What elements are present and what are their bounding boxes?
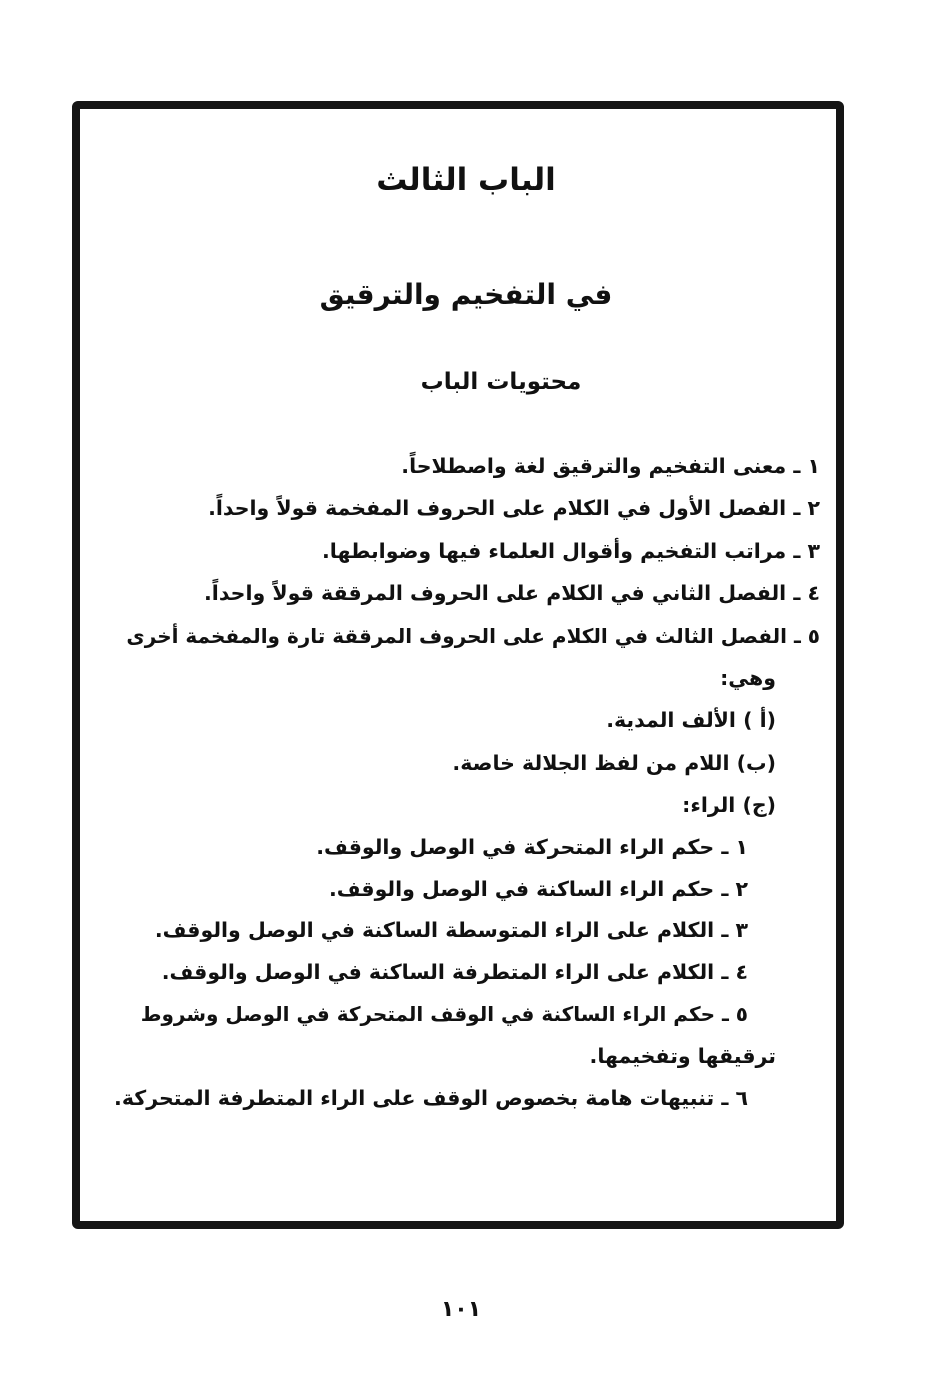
ra-rule-2: ٢ ـ حكم الراء الساكنة في الوصل والوقف. [328,877,748,901]
contents-subitem-b: (ب) اللام من لفظ الجلالة خاصة. [452,751,776,775]
contents-heading: محتويات الباب [420,369,582,395]
ra-rule-5-continuation: ترقيقها وتفخيمها. [589,1044,776,1068]
ra-rule-4: ٤ ـ الكلام على الراء المتطرفة الساكنة في الوصل والوقف. [161,960,748,984]
contents-item-4: ٤ ـ الفصل الثاني في الكلام على الحروف المرققة قولاً واحداً. [204,581,820,605]
contents-item-3: ٣ ـ مراتب التفخيم وأقوال العلماء فيها وضوابطها. [322,539,820,563]
contents-item-5: ٥ ـ الفصل الثالث في الكلام على الحروف المرققة تارة والمفخمة أخرى [126,624,820,648]
contents-item-2: ٢ ـ الفصل الأول في الكلام على الحروف المفخمة قولاً واحداً. [208,496,820,520]
contents-subitem-c: (ج) الراء: [682,793,776,817]
contents-item-5-continuation: وهي: [720,666,776,690]
ra-rule-1: ١ ـ حكم الراء المتحركة في الوصل والوقف. [316,835,748,859]
ra-rule-3: ٣ ـ الكلام على الراء المتوسطة الساكنة في الوصل والوقف. [154,918,748,942]
chapter-title: الباب الثالث [376,162,556,198]
chapter-subtitle: في التفخيم والترقيق [319,278,613,311]
ra-rule-5: ٥ ـ حكم الراء الساكنة في الوقف المتحركة في الوصل وشروط [140,1002,748,1026]
contents-subitem-a: (أ ) الألف المدية. [606,708,776,732]
page-number: ١٠١ [440,1297,482,1322]
contents-item-1: ١ ـ معنى التفخيم والترقيق لغة واصطلاحاً. [401,454,820,478]
ra-rule-6: ٦ ـ تنبيهات هامة بخصوص الوقف على الراء المتطرفة المتحركة. [114,1086,748,1110]
